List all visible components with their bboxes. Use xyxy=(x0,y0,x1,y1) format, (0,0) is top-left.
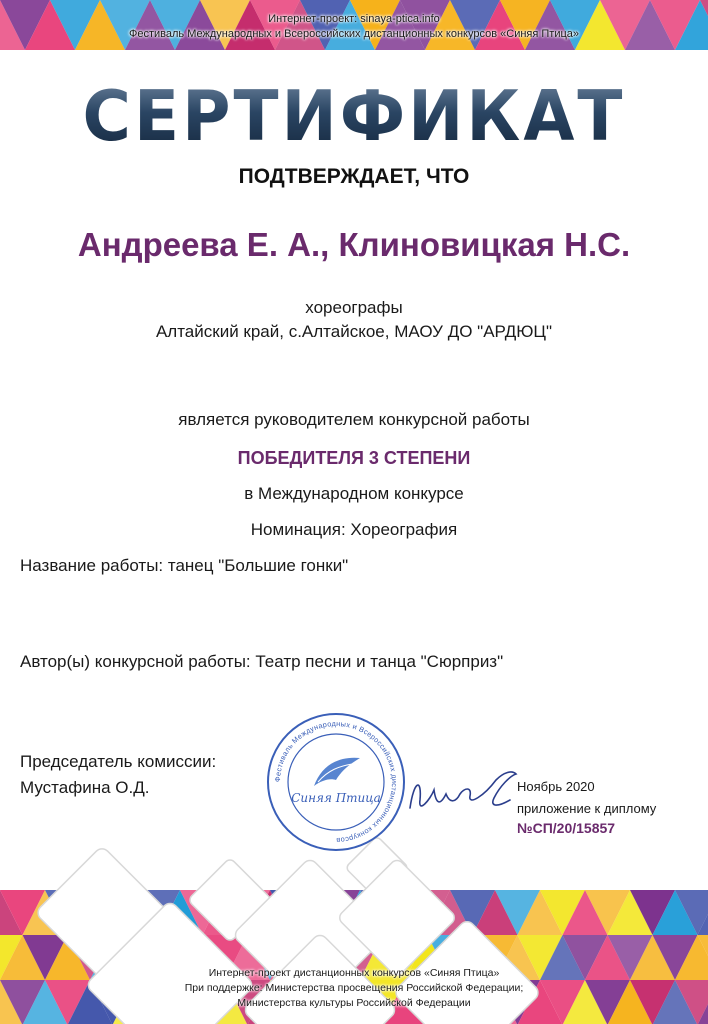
leader-text: является руководителем конкурсной работы xyxy=(178,410,530,429)
work-authors: Автор(ы) конкурсной работы: Театр песни и танца "Сюрприз" xyxy=(20,652,504,671)
official-seal xyxy=(266,712,406,852)
recipient-role: хореографы xyxy=(305,298,403,317)
seal-outer-text: Фестиваль Международных и Всероссийских дистанционных конкурсов xyxy=(272,718,400,846)
seal-center-text: Синяя Птица xyxy=(291,791,381,805)
issue-date: Ноябрь 2020 xyxy=(517,779,595,794)
diploma-number: №СП/20/15857 xyxy=(517,820,616,836)
header-line-2: Фестиваль Международных и Всероссийских дистанционных конкурсов «Синяя Птица» xyxy=(128,28,580,40)
confirms-text: ПОДТВЕРЖДАЕТ, ЧТО xyxy=(238,165,470,188)
certificate-title xyxy=(0,76,708,157)
nomination-text: Номинация: Хореография xyxy=(250,520,458,539)
header-line-1: Интернет-проект: sinaya-ptica.info xyxy=(268,13,440,25)
footer-text xyxy=(0,966,708,1011)
svg-text:Фестиваль Международных и Всер xyxy=(273,719,399,845)
bird-icon xyxy=(314,758,360,786)
footer-line-3: Министерства культуры Российской Федерации xyxy=(237,997,471,1009)
signature xyxy=(400,760,520,820)
chair-label: Председатель комиссии: xyxy=(20,752,217,771)
footer-line-1: Интернет-проект дистанционных конкурсов «Синяя Птица» xyxy=(208,967,500,979)
contest-text: в Международном конкурсе xyxy=(244,484,464,503)
recipient-organization: Алтайский край, с.Алтайское, МАОУ ДО "АРДЮЦ" xyxy=(155,322,553,341)
award-place: ПОБЕДИТЕЛЯ 3 СТЕПЕНИ xyxy=(237,448,471,468)
certificate-title-text: СЕРТИФИКАТ xyxy=(82,76,626,157)
chair-name: Мустафина О.Д. xyxy=(20,778,150,797)
work-title: Название работы: танец "Большие гонки" xyxy=(20,556,349,575)
recipient-name: Андреева Е. А., Клиновицкая Н.С. xyxy=(77,226,631,263)
header-text xyxy=(0,12,708,42)
appendix-text: приложение к диплому xyxy=(517,801,657,816)
footer-line-2: При поддержке: Министерства просвещения Российской Федерации; xyxy=(184,982,524,994)
